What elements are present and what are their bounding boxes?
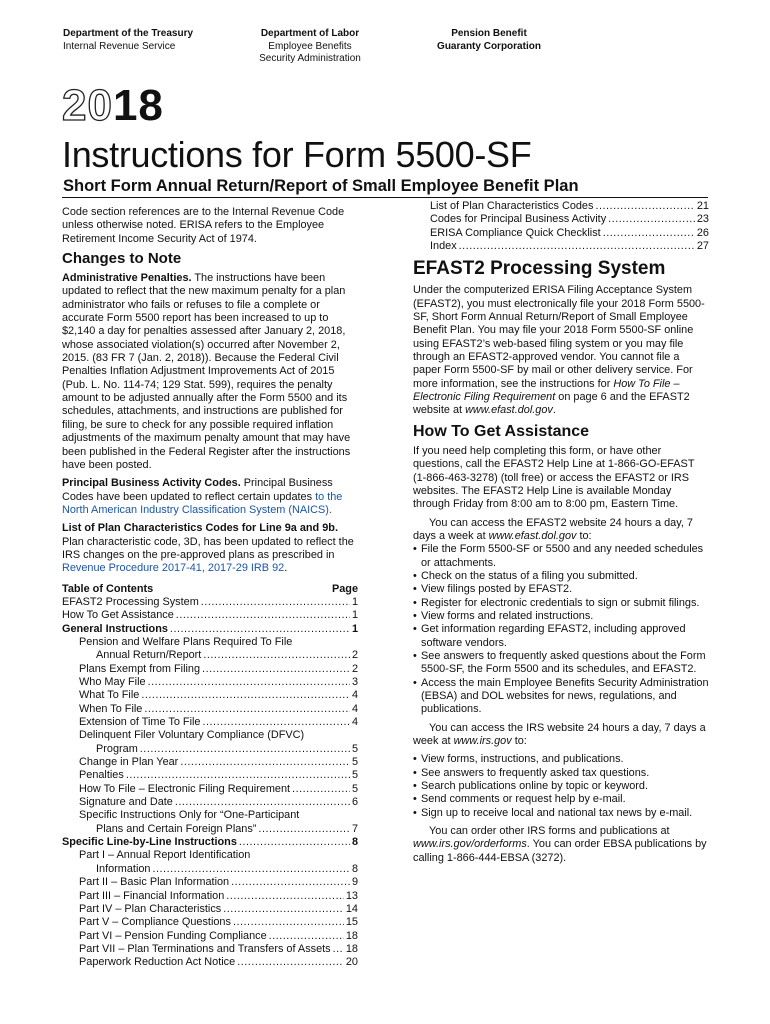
toc-entry[interactable] bbox=[62, 623, 358, 636]
bullet-item: • See answers to frequently asked tax questions. bbox=[413, 767, 709, 780]
bullet-item: • View forms and related instructions. bbox=[413, 610, 709, 623]
plan-codes-end: . bbox=[284, 562, 288, 575]
toc-entry[interactable] bbox=[62, 930, 358, 943]
penalties-text: The instructions have been updated to reflect that the new maximum penalty for a plan administrator who fails or refuses to file a complete or accurate Form 5500 report has been increased to up to $2,140 a day for penalties assessed after January 2, 2018, whose associated violation(s) occurred after November 2, 2015. (83 FR 7 (Jan. 2, 2018)). Because the Federal Civil Penalties Inflation Adjustment Improvements Act of 2015 (Pub. L. No. 114-74; 129 Stat. 599), requires the penalty amount to be adjusted annually after the Form 5500 and its schedules, attachments, and instructions are published for filing, be sure to check for any possible required inflation adjustments of the maximum penalty amount that may have been published in the Federal Register after the instructions have been posted. bbox=[62, 272, 351, 471]
bullet-item: • Send comments or request help by e-mail. bbox=[413, 793, 709, 806]
toc-dot-leader bbox=[144, 703, 350, 716]
toc-entry-title: Paperwork Reduction Act Notice bbox=[79, 956, 236, 969]
efast-bullet-list bbox=[413, 543, 709, 716]
plan-codes-lead: List of Plan Characteristics Codes for Line 9a and 9b. bbox=[62, 522, 338, 535]
plan-codes-text: Plan characteristic code, 3D, has been updated to reflect the IRS changes on the pre-approved plans as prescribed in bbox=[62, 535, 354, 561]
toc-dot-leader bbox=[202, 716, 349, 729]
toc-entry-title: Index bbox=[430, 240, 457, 253]
bullet-item: • Access the main Employee Benefits Security Administration (EBSA) and DOL websites for news, regulations, and publications. bbox=[413, 677, 709, 717]
toc-entry-title: Annual Return/Report bbox=[96, 649, 202, 662]
toc-entry-page: 1 bbox=[351, 595, 358, 608]
toc-entry-title: ERISA Compliance Quick Checklist bbox=[430, 226, 601, 239]
toc-entry-title: Delinquent Filer Voluntary Compliance (DFVC) bbox=[79, 729, 305, 742]
agency-pbgc bbox=[420, 28, 558, 53]
order-paragraph bbox=[413, 825, 709, 865]
toc-entry[interactable] bbox=[62, 743, 358, 756]
bullet-item: • Sign up to receive local and national tax news by e-mail. bbox=[413, 807, 709, 820]
toc-entry-page: 3 bbox=[351, 676, 358, 688]
efast-filing-ref: How To File – Electronic Filing Requirement bbox=[413, 377, 680, 404]
toc-entry-page: 5 bbox=[351, 782, 358, 795]
intro-paragraph: Code section references are to the Internal Revenue Code unless otherwise noted. ERISA refers to the Employee Retirement Income Security Act of 1974. bbox=[62, 206, 345, 245]
page-subtitle: Short Form Annual Return/Report of Small Employee Benefit Plan bbox=[63, 177, 579, 195]
toc-dot-leader bbox=[201, 596, 350, 609]
toc-entry-title: Specific Instructions Only for “One-Participant bbox=[79, 809, 300, 822]
right-column bbox=[413, 200, 709, 865]
toc-entry-page: 4 bbox=[351, 716, 358, 729]
toc-entry[interactable] bbox=[62, 849, 358, 862]
agency-treasury-sub: Internal Revenue Service bbox=[63, 40, 176, 52]
efast-text-2: on page 6 and the EFAST2 website at bbox=[413, 391, 690, 417]
toc-entry-page: 2 bbox=[351, 662, 358, 675]
toc-entry-page: 8 bbox=[351, 836, 358, 849]
page-title: Instructions for Form 5500-SF bbox=[62, 134, 532, 175]
revenue-procedure-link[interactable]: Revenue Procedure 2017-41, 2017-29 IRB 92 bbox=[62, 562, 285, 575]
toc-entry-page: 1 bbox=[351, 622, 358, 635]
toc-entry-title: Information bbox=[96, 862, 151, 875]
assistance-heading: How To Get Assistance bbox=[413, 422, 590, 440]
efast-access-url[interactable]: www.efast.dol.gov bbox=[488, 529, 577, 542]
toc-dot-leader bbox=[152, 863, 349, 876]
toc-entry-page: 5 bbox=[351, 742, 358, 755]
toc-entry[interactable] bbox=[62, 769, 358, 782]
toc-dot-leader bbox=[140, 743, 350, 756]
toc-entry[interactable] bbox=[62, 689, 358, 702]
efast-url[interactable]: www.efast.dol.gov bbox=[465, 404, 553, 417]
form-year bbox=[62, 82, 164, 130]
toc-dot-leader bbox=[223, 903, 344, 916]
toc-entry-page: 1 bbox=[351, 609, 358, 622]
toc-entry-title: Part IV – Plan Characteristics bbox=[79, 902, 222, 915]
toc-entry[interactable] bbox=[62, 649, 358, 662]
agency-pbgc-line1: Pension Benefit bbox=[451, 28, 527, 39]
plan-codes-paragraph bbox=[62, 522, 358, 575]
toc-dot-leader bbox=[258, 823, 350, 836]
toc-entry-page: 21 bbox=[696, 200, 709, 212]
toc-entry-page: 2 bbox=[351, 649, 358, 662]
toc-entry-title: Signature and Date bbox=[79, 796, 173, 809]
toc-entry-page: 6 bbox=[351, 796, 358, 809]
assistance-paragraph: If you need help completing this form, or have other questions, call the EFAST2 Help Line at 1-866-GO-EFAST (1-866-463-3278) (toll free) or access the EFAST2 or IRS websites. The EFAST2 Help Line is available Monday through Friday from 8:00 am to 8:00 pm, Eastern Time. bbox=[413, 444, 695, 511]
toc-entry[interactable] bbox=[413, 200, 709, 213]
toc-entry[interactable] bbox=[62, 809, 358, 822]
toc-entry-title: Part II – Basic Plan Information bbox=[79, 876, 230, 889]
agency-pbgc-line2: Guaranty Corporation bbox=[437, 40, 541, 52]
agency-labor-name: Department of Labor bbox=[260, 28, 360, 39]
toc-dot-leader bbox=[608, 213, 695, 226]
toc-entry[interactable] bbox=[62, 596, 358, 609]
efast-heading: EFAST2 Processing System bbox=[413, 258, 666, 280]
toc-dot-leader bbox=[175, 796, 350, 809]
toc-dot-leader bbox=[170, 623, 350, 636]
toc-entry-title: Penalties bbox=[79, 769, 124, 782]
toc-entry[interactable] bbox=[62, 863, 358, 876]
toc-entry-title: Pension and Welfare Plans Required To File bbox=[79, 635, 293, 648]
bullet-item: • Get information regarding EFAST2, including approved software vendors. bbox=[413, 623, 709, 650]
toc-page-label: Page bbox=[331, 582, 358, 595]
pbac-lead: Principal Business Activity Codes. bbox=[62, 477, 241, 490]
toc-continued bbox=[413, 200, 709, 253]
bullet-item: • File the Form 5500-SF or 5500 and any needed schedules or attachments. bbox=[413, 543, 709, 570]
toc-entry-page: 4 bbox=[351, 689, 358, 702]
toc-dot-leader bbox=[269, 930, 344, 943]
toc-entry-page: 26 bbox=[696, 226, 709, 239]
toc-entry-title: General Instructions bbox=[62, 622, 168, 635]
efast-access-end: to: bbox=[576, 529, 592, 542]
title-divider bbox=[62, 197, 708, 198]
toc-dot-leader bbox=[180, 756, 350, 769]
toc-entry-page: 15 bbox=[345, 916, 358, 929]
toc-entry[interactable] bbox=[62, 823, 358, 836]
toc-entry[interactable] bbox=[62, 876, 358, 889]
toc-entry[interactable] bbox=[62, 716, 358, 729]
irs-bullet-list bbox=[413, 753, 709, 820]
toc-entry-title: Who May File bbox=[79, 676, 146, 688]
toc-title: Table of Contents bbox=[62, 582, 154, 595]
toc-entry[interactable] bbox=[62, 796, 358, 809]
left-column bbox=[62, 203, 358, 970]
order-url[interactable]: www.irs.gov/orderforms bbox=[413, 838, 527, 851]
toc-entry[interactable] bbox=[62, 783, 358, 796]
toc-dot-leader bbox=[203, 649, 350, 662]
agency-labor-sub1: Employee Benefits bbox=[268, 40, 352, 52]
toc-entry-page: 18 bbox=[345, 929, 358, 942]
irs-access-text: You can access the IRS website 24 hours a day, 7 days a week at bbox=[413, 721, 706, 748]
toc-entry-page: 20 bbox=[345, 956, 358, 969]
toc-entry-page: 27 bbox=[696, 240, 709, 253]
toc-entry-title: Extension of Time To File bbox=[79, 716, 201, 729]
efast-access-text: You can access the EFAST2 website 24 hours a day, 7 days a week at bbox=[413, 516, 693, 542]
naics-link[interactable]: to the North American Industry Classification System (NAICS). bbox=[62, 490, 343, 516]
toc-entry-title: When To File bbox=[79, 702, 143, 715]
toc-dot-leader bbox=[459, 240, 695, 253]
order-text-end: . You can order EBSA publications by calling 1-866-444-EBSA (3272). bbox=[413, 838, 707, 864]
bullet-item: • Register for electronic credentials to sign or submit filings. bbox=[413, 597, 709, 610]
toc-header bbox=[62, 583, 358, 596]
toc-entry[interactable] bbox=[62, 756, 358, 769]
toc-entry[interactable] bbox=[62, 903, 358, 916]
efast-paragraph bbox=[413, 284, 709, 417]
toc-entry[interactable] bbox=[62, 609, 358, 622]
order-text: You can order other IRS forms and publications at bbox=[429, 825, 670, 838]
toc-dot-leader bbox=[237, 956, 344, 969]
toc-entry-page: 18 bbox=[345, 942, 358, 955]
toc-entry-title: Part VII – Plan Terminations and Transfers of Assets bbox=[79, 942, 331, 955]
toc-entry-title: List of Plan Characteristics Codes bbox=[430, 200, 594, 212]
toc-dot-leader bbox=[292, 783, 350, 796]
toc-dot-leader bbox=[202, 663, 350, 676]
toc-entry[interactable] bbox=[62, 916, 358, 929]
year-outlined-digits: 20 bbox=[62, 81, 113, 130]
toc-entry-page: 8 bbox=[351, 862, 358, 875]
efast-text-3: . bbox=[552, 404, 556, 417]
toc-dot-leader bbox=[233, 916, 344, 929]
toc-entry-title: Change in Plan Year bbox=[79, 756, 179, 769]
bullet-item: • Check on the status of a filing you submitted. bbox=[413, 570, 709, 583]
toc-entry-title: Plans Exempt from Filing bbox=[79, 662, 201, 675]
toc-dot-leader bbox=[239, 836, 350, 849]
toc-dot-leader bbox=[176, 609, 350, 622]
toc-dot-leader bbox=[231, 876, 350, 889]
toc-entry-title: How To File – Electronic Filing Requirement bbox=[79, 782, 291, 795]
penalties-paragraph bbox=[62, 272, 358, 472]
irs-access-paragraph bbox=[413, 722, 709, 749]
toc-entry-page: 7 bbox=[351, 822, 358, 835]
irs-access-url[interactable]: www.irs.gov bbox=[453, 735, 512, 748]
toc-entry[interactable] bbox=[62, 703, 358, 716]
toc-entry-title: Part I – Annual Report Identification bbox=[79, 849, 251, 862]
toc-entry[interactable] bbox=[62, 836, 358, 849]
toc-entry[interactable] bbox=[62, 729, 358, 742]
toc-dot-leader bbox=[126, 769, 350, 782]
toc-entry-title: Part III – Financial Information bbox=[79, 889, 225, 902]
toc-entry-page: 5 bbox=[351, 769, 358, 782]
agency-labor bbox=[240, 28, 380, 66]
agency-treasury-name: Department of the Treasury bbox=[63, 28, 194, 39]
toc-entry-page: 4 bbox=[351, 702, 358, 715]
toc-dot-leader bbox=[226, 890, 344, 903]
toc-entry-title: What To File bbox=[79, 689, 140, 702]
toc-dot-leader bbox=[333, 943, 344, 956]
toc-entry[interactable] bbox=[62, 943, 358, 956]
toc-entry[interactable] bbox=[62, 890, 358, 903]
toc-entry-title: Program bbox=[96, 742, 138, 755]
toc-dot-leader bbox=[148, 676, 350, 689]
bullet-item: • See answers to frequently asked questions about the Form 5500-SF, the Form 5500 and its schedules, and EFAST2. bbox=[413, 650, 709, 677]
efast-access-paragraph bbox=[413, 517, 709, 544]
toc-entry[interactable] bbox=[62, 663, 358, 676]
toc-entry[interactable] bbox=[413, 227, 709, 240]
toc-entry-title: Specific Line-by-Line Instructions bbox=[62, 836, 237, 849]
toc-entry-title: EFAST2 Processing System bbox=[62, 595, 199, 608]
toc-entry-title: Codes for Principal Business Activity bbox=[430, 213, 607, 226]
toc-entry-page: 13 bbox=[345, 889, 358, 902]
toc-entry-title: Part VI – Pension Funding Compliance bbox=[79, 929, 267, 942]
toc-entry-page: 9 bbox=[351, 876, 358, 889]
toc-entry-page: 23 bbox=[696, 213, 709, 226]
toc-entry-page: 5 bbox=[351, 756, 358, 769]
toc-list bbox=[62, 596, 358, 970]
toc-entry[interactable] bbox=[413, 213, 709, 226]
toc-dot-leader bbox=[603, 227, 695, 240]
bullet-item: • View filings posted by EFAST2. bbox=[413, 583, 709, 596]
bullet-item: • View forms, instructions, and publications. bbox=[413, 753, 709, 766]
toc-entry-title: How To Get Assistance bbox=[62, 609, 174, 622]
toc-entry-page: 14 bbox=[345, 902, 358, 915]
year-solid-digits: 18 bbox=[112, 81, 164, 130]
irs-access-end: to: bbox=[511, 735, 527, 748]
penalties-lead: Administrative Penalties. bbox=[62, 272, 192, 285]
toc-entry[interactable] bbox=[413, 240, 709, 253]
pbac-text: Principal Business Codes have been updated to reflect certain updates bbox=[62, 477, 333, 503]
pbac-paragraph bbox=[62, 477, 358, 517]
agency-treasury bbox=[63, 28, 193, 53]
bullet-item: • Search publications online by topic or keyword. bbox=[413, 780, 709, 793]
toc-dot-leader bbox=[595, 200, 694, 213]
toc-dot-leader bbox=[141, 689, 350, 702]
toc-entry-title: Plans and Certain Foreign Plans” bbox=[96, 822, 257, 835]
toc-entry-title: Part V – Compliance Questions bbox=[79, 916, 231, 929]
agency-labor-sub2: Security Administration bbox=[259, 53, 361, 64]
changes-heading: Changes to Note bbox=[62, 250, 182, 268]
efast-text: Under the computerized ERISA Filing Acceptance System (EFAST2), you must electronically file your 2018 Form 5500-SF, Short Form Annual Return/Report of Small Employee Benefit Plan. You may file your 2018 Form 5500-SF online using EFAST2’s web-based filing system or you may file through an EFAST2-approved vendor. You cannot file a paper Form 5500-SF by mail or other delivery service. For more information, see the instructions for bbox=[413, 284, 705, 390]
toc-entry[interactable] bbox=[62, 676, 358, 689]
toc-entry[interactable] bbox=[62, 636, 358, 649]
toc-entry[interactable] bbox=[62, 956, 358, 969]
